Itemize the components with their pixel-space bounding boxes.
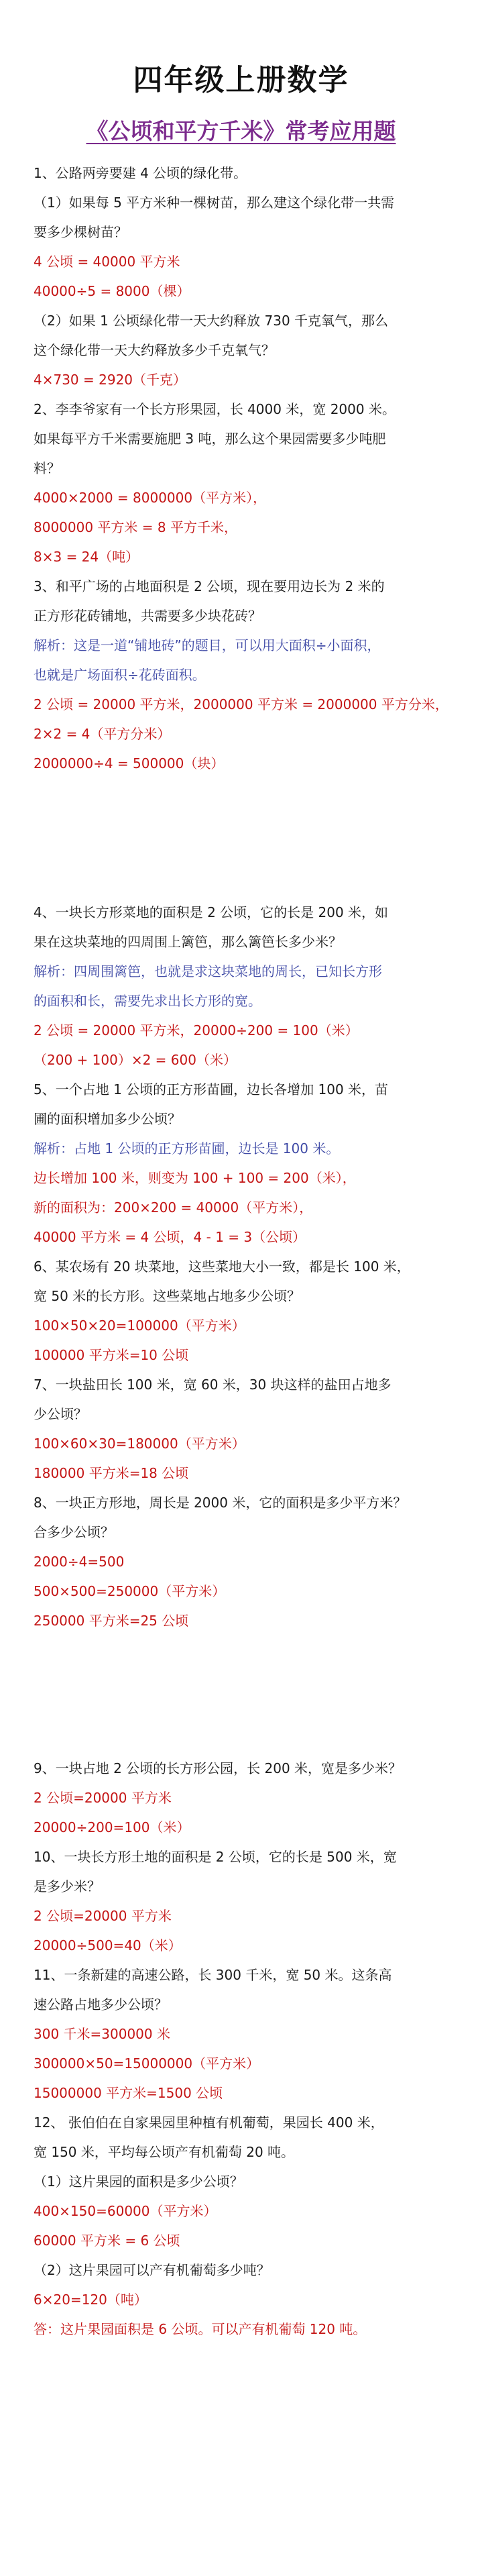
page-title: 四年级上册数学 [133,63,349,97]
answer-line: 2 公顷=20000 平方米 [34,1790,172,1806]
question-line: 合多少公顷？ [34,1524,114,1540]
answer-line: 答：这片果园面积是 6 公顷。可以产有机葡萄 120 吨。 [34,2321,367,2337]
answer-line: 4 公顷 = 40000 平方米 [34,254,180,270]
question-line: 速公路占地多少公顷？ [34,1996,168,2012]
question-line: 正方形花砖铺地，共需要多少块花砖？ [34,608,261,624]
answer-line: （200 + 100）×2 = 600（米） [34,1052,237,1068]
answer-line: 4×730 = 2920（千克） [34,372,187,388]
answer-line: 2000÷4=500 [34,1554,125,1570]
question-line: 1、公路两旁要建 4 公顷的绿化带。 [34,165,247,181]
subtitle-text: 《公顷和平方千米》常考应用题 [86,118,396,144]
answer-line: 4000×2000 = 8000000（平方米）， [34,490,267,506]
question-line: （1）这片果园的面积是多少公顷？ [34,2174,243,2190]
page-subtitle [0,114,482,149]
question-line: 12、 张伯伯在自家果园里种植有机葡萄，果园长 400 米， [34,2114,384,2131]
question-line: 料？ [34,460,60,476]
answer-line: 100×60×30=180000（平方米） [34,1436,245,1452]
question-line: （1）如果每 5 平方米种一棵树苗，那么建这个绿化带一共需 [34,195,395,211]
question-line: 如果每平方千米需要施肥 3 吨，那么这个果园需要多少吨肥 [34,431,386,447]
answer-line: 300 千米=300000 米 [34,2026,170,2042]
explanation-line: 也就是广场面积÷花砖面积。 [34,667,206,683]
answer-line: 边长增加 100 米，则变为 100 + 100 = 200（米）， [34,1170,356,1186]
section-questions-1-3 [0,158,482,778]
question-line: 3、和平广场的占地面积是 2 公顷，现在要用边长为 2 米的 [34,578,385,594]
answer-line: 新的面积为：200×200 = 40000（平方米）， [34,1199,313,1216]
answer-line: 60000 平方米 = 6 公顷 [34,2233,180,2249]
question-line: 5、一个占地 1 公顷的正方形苗圃，边长各增加 100 米，苗 [34,1081,389,1097]
answer-line: 100×50×20=100000（平方米） [34,1318,245,1334]
question-line: 宽 50 米的长方形。这些菜地占地多少公顷？ [34,1288,301,1304]
answer-line: 8×3 = 24（吨） [34,549,139,565]
answer-line: 40000 平方米 = 4 公顷，4 - 1 = 3（公顷） [34,1229,306,1245]
answer-line: 40000÷5 = 8000（棵） [34,283,190,299]
answer-line: 2 公顷=20000 平方米 [34,1908,172,1924]
answer-line: 6×20=120（吨） [34,2292,147,2308]
explanation-line: 解析：这是一道“铺地砖”的题目，可以用大面积÷小面积， [34,637,381,653]
answer-line: 20000÷500=40（米） [34,1937,182,1953]
explanation-line: 的面积和长，需要先求出长方形的宽。 [34,993,261,1009]
section-questions-9-12 [0,1754,482,2344]
answer-line: 8000000 平方米 = 8 平方千米， [34,519,237,535]
question-line: 2、李李爷家有一个长方形果园，长 4000 米，宽 2000 米。 [34,401,396,417]
question-line: 宽 150 米，平均每公顷产有机葡萄 20 吨。 [34,2144,295,2160]
question-line: 少公顷？ [34,1406,87,1422]
answer-line: 2 公顷 = 20000 平方米，20000÷200 = 100（米） [34,1022,359,1038]
question-line: （2）这片果园可以产有机葡萄多少吨？ [34,2262,270,2278]
answer-line: 400×150=60000（平方米） [34,2203,217,2219]
question-line: 这个绿化带一天大约释放多少千克氧气？ [34,342,275,358]
answer-line: 300000×50=15000000（平方米） [34,2055,260,2072]
answer-line: 2000000÷4 = 500000（块） [34,755,225,771]
explanation-line: 解析：占地 1 公顷的正方形苗圃，边长是 100 米。 [34,1140,340,1157]
question-line: 是多少米？ [34,1878,101,1894]
section-questions-4-8 [0,898,482,1635]
question-line: 8、一块正方形地，周长是 2000 米，它的面积是多少平方米？ [34,1495,407,1511]
answer-line: 20000÷200=100（米） [34,1819,190,1835]
question-line: 10、一块长方形土地的面积是 2 公顷，它的长是 500 米，宽 [34,1849,397,1865]
question-line: 11、一条新建的高速公路，长 300 千米，宽 50 米。这条高 [34,1967,392,1983]
question-line: （2）如果 1 公顷绿化带一天大约释放 730 千克氧气，那么 [34,313,389,329]
answer-line: 100000 平方米=10 公顷 [34,1347,189,1363]
answer-line: 500×500=250000（平方米） [34,1583,226,1599]
explanation-line: 解析：四周围篱笆，也就是求这块菜地的周长，已知长方形 [34,963,382,979]
answer-line: 2×2 = 4（平方分米） [34,726,171,742]
answer-line: 180000 平方米=18 公顷 [34,1465,189,1481]
answer-line: 15000000 平方米=1500 公顷 [34,2085,223,2101]
question-line: 圃的面积增加多少公顷？ [34,1111,181,1127]
question-line: 6、某农场有 20 块菜地，这些菜地大小一致，都是长 100 米， [34,1258,410,1275]
question-line: 要多少棵树苗？ [34,224,127,240]
question-line: 果在这块菜地的四周围上篱笆，那么篱笆长多少米？ [34,934,342,950]
question-line: 4、一块长方形菜地的面积是 2 公顷，它的长是 200 米，如 [34,904,389,920]
answer-line: 250000 平方米=25 公顷 [34,1613,189,1629]
question-line: 7、一块盐田长 100 米，宽 60 米，30 块这样的盐田占地多 [34,1377,391,1393]
answer-line: 2 公顷 = 20000 平方米，2000000 平方米 = 2000000 平方分米， [34,696,448,712]
question-line: 9、一块占地 2 公顷的长方形公园，长 200 米，宽是多少米？ [34,1760,402,1776]
